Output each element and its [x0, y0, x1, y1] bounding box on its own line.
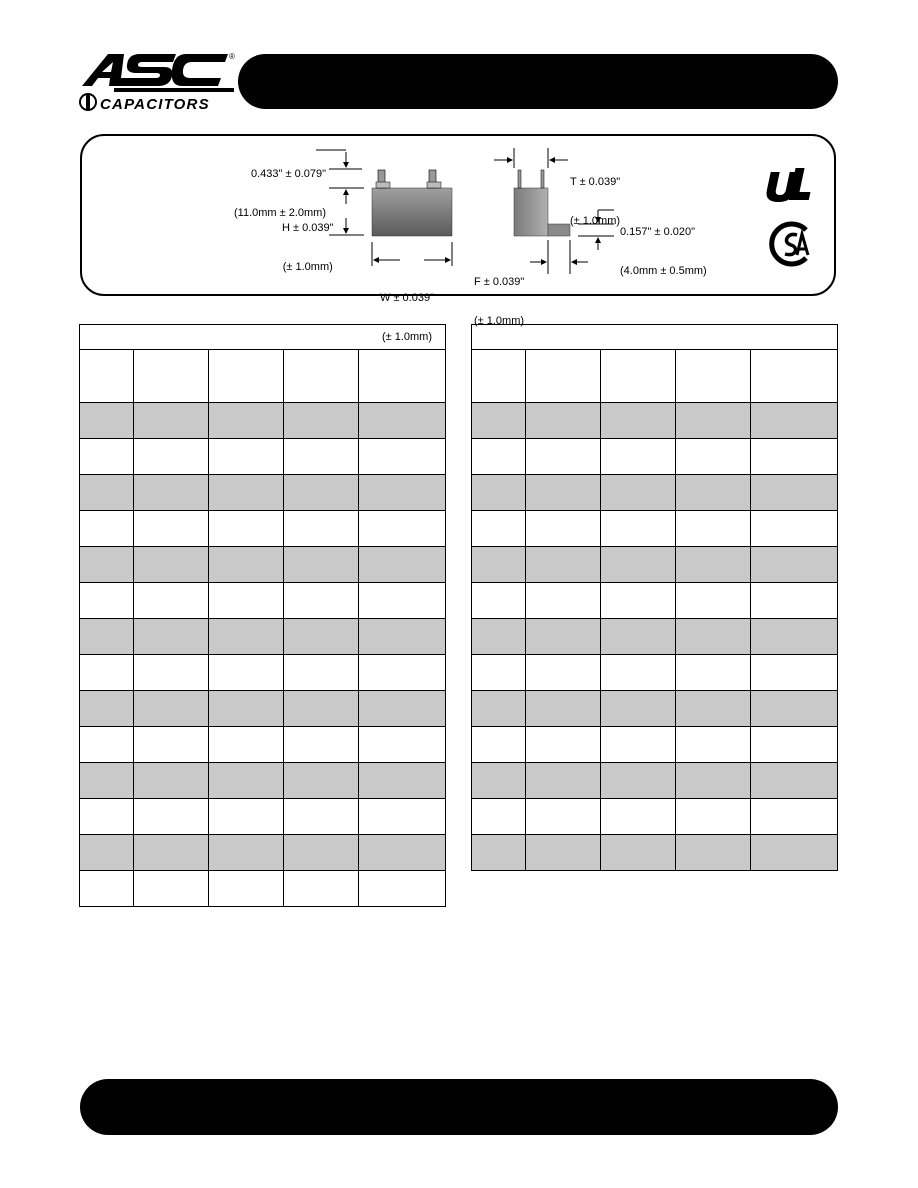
table-cell: [209, 691, 284, 727]
table-cell: [284, 871, 359, 907]
table-cell: [601, 619, 676, 655]
side-view: [514, 170, 570, 236]
table-row: [80, 835, 446, 871]
table-cell: [80, 511, 134, 547]
logo-subtitle: CAPACITORS: [100, 96, 210, 113]
table-cell: [526, 619, 601, 655]
table-cell: [134, 727, 209, 763]
right-table-title: [472, 325, 838, 350]
table-cell: [134, 439, 209, 475]
table-cell: [80, 475, 134, 511]
table-cell: [472, 403, 526, 439]
table-cell: [209, 547, 284, 583]
table-cell: [676, 799, 751, 835]
table-cell: [209, 583, 284, 619]
right-header-cell: [472, 350, 526, 403]
table-cell: [472, 799, 526, 835]
lead-length-value: 0.433" ± 0.079": [251, 168, 327, 180]
table-row: [80, 799, 446, 835]
table-cell: [209, 871, 284, 907]
table-cell: [601, 475, 676, 511]
table-cell: [284, 583, 359, 619]
table-cell: [472, 619, 526, 655]
table-row: [472, 511, 838, 547]
table-cell: [359, 511, 446, 547]
table-cell: [80, 655, 134, 691]
table-cell: [601, 403, 676, 439]
table-cell: [134, 547, 209, 583]
width-metric: (± 1.0mm): [381, 331, 432, 343]
table-cell: [134, 403, 209, 439]
table-cell: [80, 871, 134, 907]
table-row: [472, 403, 838, 439]
height-metric: (± 1.0mm): [282, 261, 333, 273]
table-cell: [526, 799, 601, 835]
table-cell: [526, 403, 601, 439]
table-cell: [751, 763, 838, 799]
table-cell: [601, 799, 676, 835]
table-cell: [472, 547, 526, 583]
table-cell: [601, 583, 676, 619]
table-cell: [134, 511, 209, 547]
table-cell: [209, 403, 284, 439]
table-row: [472, 619, 838, 655]
table-cell: [472, 475, 526, 511]
table-cell: [601, 655, 676, 691]
table-cell: [134, 619, 209, 655]
table-cell: [676, 763, 751, 799]
table-cell: [80, 583, 134, 619]
table-row: [472, 691, 838, 727]
table-cell: [751, 547, 838, 583]
table-cell: [209, 439, 284, 475]
offset-value: 0.157" ± 0.020": [620, 226, 696, 238]
table-cell: [359, 799, 446, 835]
table-cell: [134, 835, 209, 871]
table-cell: [284, 763, 359, 799]
table-cell: [209, 835, 284, 871]
table-cell: [284, 727, 359, 763]
left-header-cell: [80, 350, 134, 403]
table-cell: [472, 655, 526, 691]
dimension-diagram: [80, 134, 836, 343]
offset-metric: (4.0mm ± 0.5mm): [620, 265, 707, 277]
left-header-cell: [359, 350, 446, 403]
table-cell: [751, 619, 838, 655]
table-cell: [134, 583, 209, 619]
table-cell: [80, 403, 134, 439]
right-header-cell: [676, 350, 751, 403]
left-header-cell: [284, 350, 359, 403]
table-row: [80, 763, 446, 799]
table-row: [472, 655, 838, 691]
table-cell: [359, 475, 446, 511]
table-row: [80, 583, 446, 619]
table-cell: [284, 547, 359, 583]
table-cell: [134, 475, 209, 511]
table-cell: [284, 439, 359, 475]
table-row: [80, 547, 446, 583]
thickness-metric: (± 1.0mm): [570, 215, 621, 227]
left-spec-table: [79, 324, 446, 907]
table-row: [80, 655, 446, 691]
table-cell: [751, 727, 838, 763]
right-header-cell: [601, 350, 676, 403]
table-cell: [359, 835, 446, 871]
table-cell: [676, 691, 751, 727]
table-cell: [751, 439, 838, 475]
table-cell: [284, 835, 359, 871]
csa-icon: [766, 220, 814, 268]
table-cell: [134, 799, 209, 835]
left-header-cell: [209, 350, 284, 403]
table-cell: [676, 511, 751, 547]
table-cell: [284, 619, 359, 655]
front-view: [372, 170, 452, 236]
table-cell: [209, 763, 284, 799]
table-cell: [676, 547, 751, 583]
table-cell: [359, 583, 446, 619]
table-cell: [359, 655, 446, 691]
width-dimension: [372, 242, 452, 266]
right-header-cell: [526, 350, 601, 403]
height-value: H ± 0.039": [282, 222, 334, 234]
table-cell: [526, 691, 601, 727]
table-cell: [209, 799, 284, 835]
table-cell: [601, 547, 676, 583]
table-cell: [472, 691, 526, 727]
table-cell: [284, 691, 359, 727]
table-cell: [472, 439, 526, 475]
table-cell: [284, 799, 359, 835]
left-header-cell: [134, 350, 209, 403]
table-cell: [601, 439, 676, 475]
table-cell: [751, 511, 838, 547]
ul-recognized-icon: [762, 166, 814, 204]
table-cell: [526, 763, 601, 799]
height-label: [282, 196, 334, 300]
footer-bar: [80, 1079, 838, 1135]
table-cell: [472, 727, 526, 763]
table-cell: [526, 835, 601, 871]
table-row: [80, 475, 446, 511]
table-row: [80, 403, 446, 439]
table-cell: [209, 655, 284, 691]
table-cell: [359, 547, 446, 583]
table-cell: [80, 691, 134, 727]
table-cell: [284, 475, 359, 511]
table-cell: [209, 511, 284, 547]
table-cell: [526, 511, 601, 547]
table-cell: [526, 583, 601, 619]
table-cell: [676, 727, 751, 763]
table-cell: [80, 763, 134, 799]
table-cell: [472, 583, 526, 619]
foot-metric: (± 1.0mm): [474, 315, 525, 327]
capacitor-drawing: [82, 136, 834, 294]
left-table-title: [80, 325, 446, 350]
right-spec-table: [471, 324, 838, 871]
table-cell: [209, 727, 284, 763]
table-cell: [601, 763, 676, 799]
table-cell: [284, 511, 359, 547]
table-row: [80, 727, 446, 763]
table-cell: [526, 727, 601, 763]
table-row: [472, 799, 838, 835]
table-cell: [284, 655, 359, 691]
table-cell: [751, 799, 838, 835]
table-cell: [751, 475, 838, 511]
offset-label: [620, 200, 707, 304]
table-cell: [676, 475, 751, 511]
registered-mark: ®: [229, 52, 235, 61]
thickness-label: [570, 150, 620, 254]
table-cell: [751, 655, 838, 691]
table-cell: [751, 403, 838, 439]
table-cell: [359, 619, 446, 655]
logo-wordmark: [82, 54, 234, 92]
table-cell: [601, 727, 676, 763]
table-cell: [359, 403, 446, 439]
table-cell: [134, 763, 209, 799]
table-row: [472, 475, 838, 511]
table-cell: [80, 439, 134, 475]
table-cell: [359, 763, 446, 799]
table-cell: [80, 799, 134, 835]
table-row: [80, 511, 446, 547]
table-cell: [134, 691, 209, 727]
table-cell: [601, 691, 676, 727]
table-cell: [676, 835, 751, 871]
table-cell: [209, 475, 284, 511]
table-cell: [359, 871, 446, 907]
table-cell: [526, 547, 601, 583]
table-cell: [526, 439, 601, 475]
table-cell: [676, 655, 751, 691]
table-cell: [676, 583, 751, 619]
lead-length-metric: (11.0mm ± 2.0mm): [234, 207, 327, 219]
asc-capacitors-logo: [78, 50, 240, 114]
table-cell: [359, 439, 446, 475]
table-row: [472, 547, 838, 583]
right-header-cell: [751, 350, 838, 403]
table-row: [472, 763, 838, 799]
table-cell: [80, 835, 134, 871]
table-row: [472, 835, 838, 871]
table-cell: [676, 403, 751, 439]
table-cell: [751, 835, 838, 871]
header-bar: [238, 54, 838, 109]
table-cell: [751, 583, 838, 619]
table-cell: [359, 691, 446, 727]
table-cell: [676, 619, 751, 655]
table-cell: [80, 619, 134, 655]
table-cell: [134, 655, 209, 691]
table-row: [80, 691, 446, 727]
table-row: [80, 871, 446, 907]
table-cell: [472, 763, 526, 799]
width-value: W ± 0.039": [380, 292, 434, 304]
table-cell: [472, 511, 526, 547]
foot-value: F ± 0.039": [474, 276, 525, 288]
table-row: [472, 583, 838, 619]
table-cell: [209, 619, 284, 655]
capacitor-symbol-icon: [80, 94, 96, 110]
table-cell: [601, 835, 676, 871]
table-cell: [676, 439, 751, 475]
table-cell: [284, 403, 359, 439]
table-row: [472, 727, 838, 763]
table-row: [80, 439, 446, 475]
table-row: [80, 619, 446, 655]
thickness-value: T ± 0.039": [570, 176, 621, 188]
thickness-dimension: [494, 148, 568, 168]
table-cell: [359, 727, 446, 763]
table-cell: [526, 475, 601, 511]
table-cell: [472, 835, 526, 871]
table-cell: [80, 727, 134, 763]
table-row: [472, 439, 838, 475]
table-cell: [134, 871, 209, 907]
table-cell: [526, 655, 601, 691]
table-cell: [80, 547, 134, 583]
table-cell: [601, 511, 676, 547]
table-cell: [751, 691, 838, 727]
